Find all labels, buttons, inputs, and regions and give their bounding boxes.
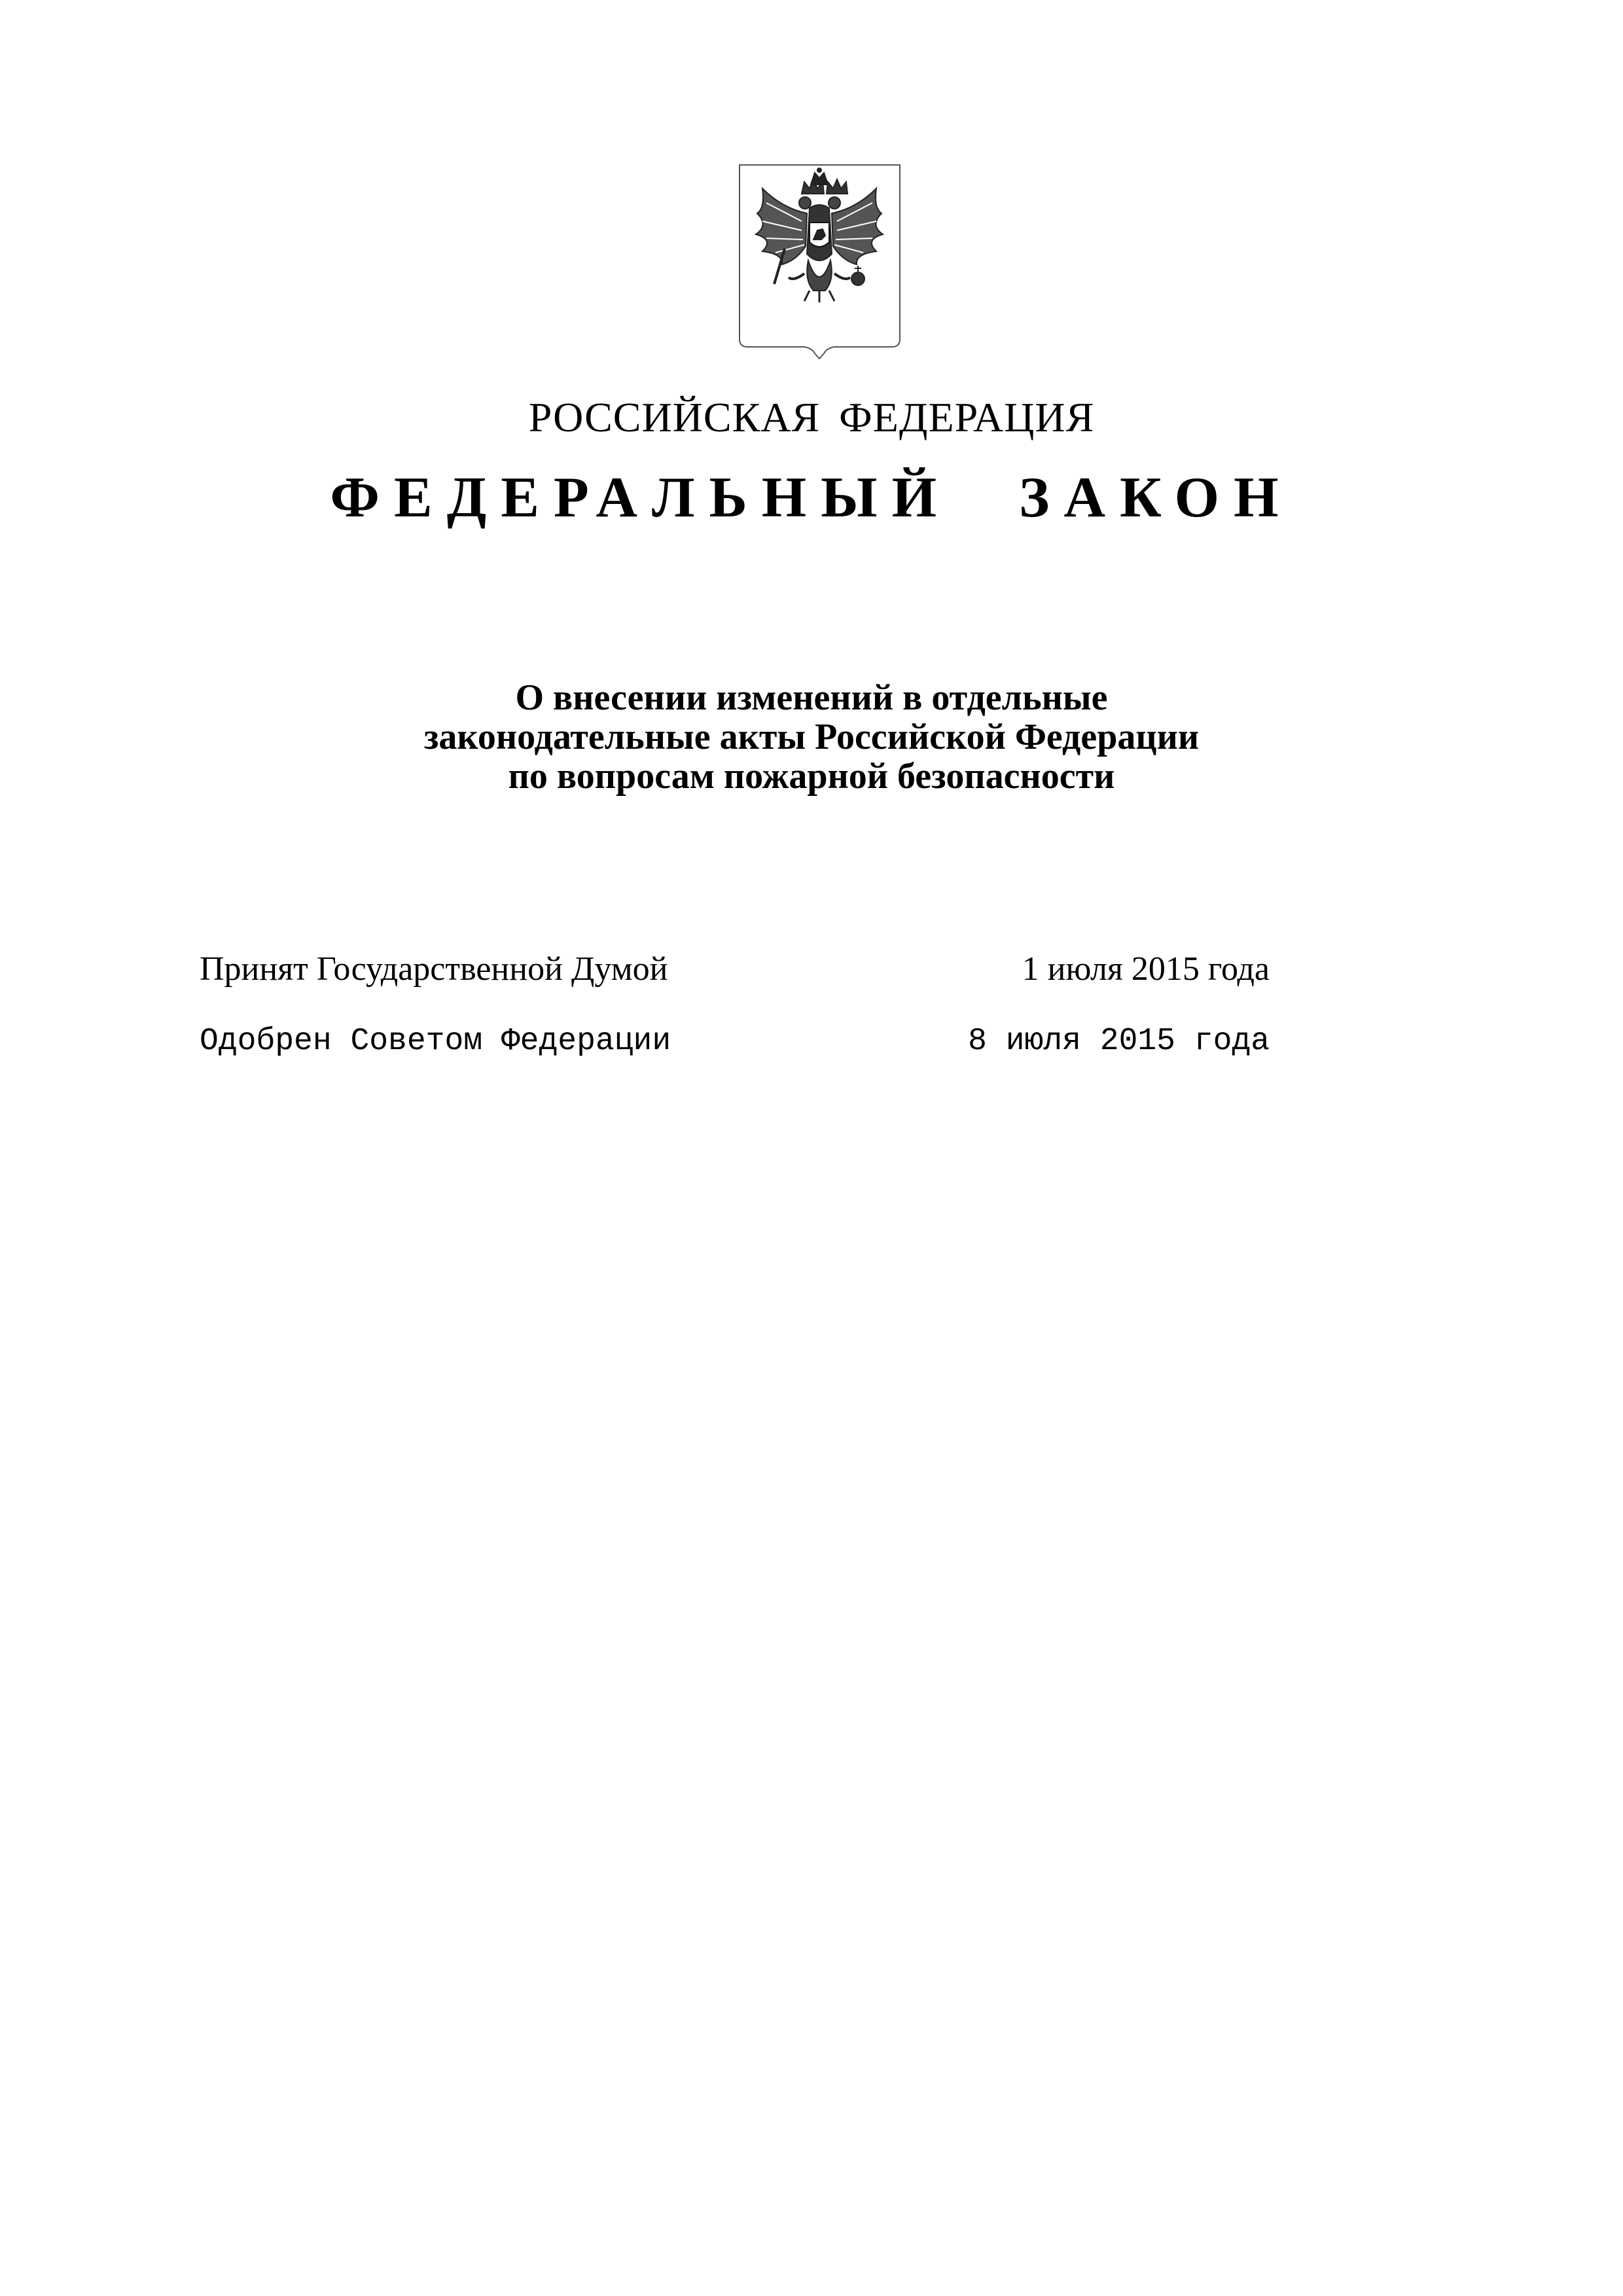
duma-adoption-label: Принят Государственной Думой <box>200 950 668 988</box>
russian-coat-of-arms-icon <box>736 162 903 360</box>
council-approval-date: 8 июля 2015 года <box>968 1024 1270 1059</box>
law-title-line: законодательные акты Российской Федерации <box>423 717 1200 757</box>
adoption-row-council <box>200 1018 1270 1064</box>
duma-adoption-date: 1 июля 2015 года <box>1022 950 1270 988</box>
law-title-line: по вопросам пожарной безопасности <box>508 756 1115 797</box>
law-title <box>0 678 1623 796</box>
law-title-line: О внесении изменений в отдельные <box>515 677 1108 718</box>
law-type-heading: ФЕДЕРАЛЬНЫЙ ЗАКОН <box>330 466 1293 529</box>
adoption-row-duma <box>200 946 1270 992</box>
council-approval-label: Одобрен Советом Федерации <box>200 1024 671 1059</box>
country-name: РОССИЙСКАЯ ФЕДЕРАЦИЯ <box>528 394 1095 440</box>
